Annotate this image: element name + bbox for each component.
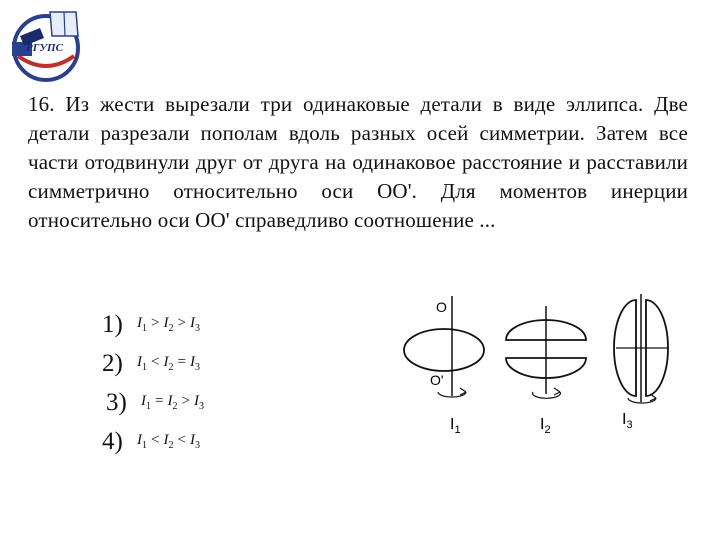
axis-label-top: O <box>436 299 447 315</box>
option-number: 3) <box>106 388 127 416</box>
ellipse-diagram <box>400 288 690 448</box>
option-relation: $I_1 > I_2 > I_3$ <box>137 315 200 334</box>
figure-2 <box>506 306 586 436</box>
label-i2: $I_2$ <box>540 416 551 436</box>
label-i3: $I_3$ <box>622 411 633 431</box>
option-number: 4) <box>102 427 123 455</box>
figure-1 <box>404 296 484 436</box>
answer-option-4[interactable] <box>102 421 204 460</box>
option-number: 1) <box>102 310 123 338</box>
answer-option-2[interactable] <box>102 343 204 382</box>
option-relation: $I_1 < I_2 = I_3$ <box>137 354 200 373</box>
axis-label-bottom: O' <box>430 372 444 388</box>
ellipse-whole <box>404 329 484 371</box>
question-text: 16. Из жести вырезали три одинаковые детали в виде эллипса. Две детали разрезали пополам вдоль разных осей симметрии. Затем все части отодвинули друг от друга на одинаковое расстояние и расставили симметрично относительно оси ОО'. Для моментов инерции относительно оси ОО' справедливо соотношение ... <box>28 92 688 232</box>
option-relation: $I_1 < I_2 < I_3$ <box>137 432 200 451</box>
logo-arc <box>18 56 74 66</box>
answer-options <box>102 304 204 460</box>
option-relation: $I_1 = I_2 > I_3$ <box>141 393 204 412</box>
option-number: 2) <box>102 349 123 377</box>
figure-3 <box>614 294 668 431</box>
label-i1: $I_1$ <box>450 416 461 436</box>
answer-option-1[interactable] <box>102 304 204 343</box>
university-logo <box>6 6 86 84</box>
answer-option-3[interactable] <box>102 382 204 421</box>
logo-text: РГУПС <box>26 42 63 54</box>
